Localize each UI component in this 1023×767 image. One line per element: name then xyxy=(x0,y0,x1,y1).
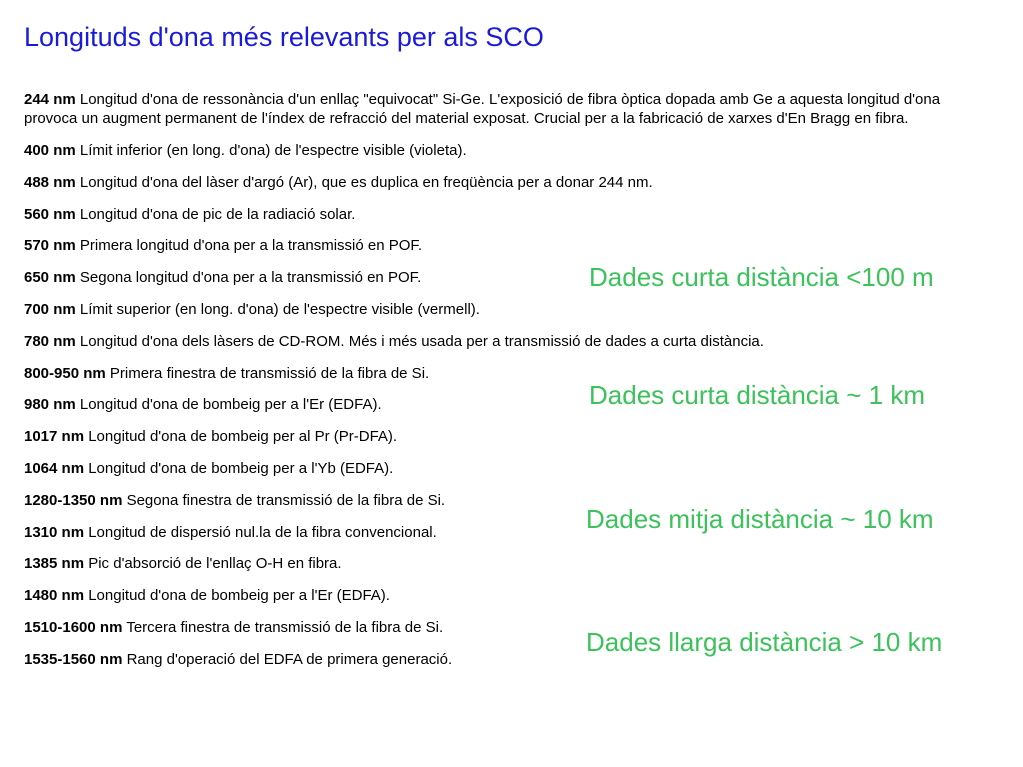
page-title: Longituds d'ona més relevants per als SCO xyxy=(24,22,544,52)
note-short-distance-100m: Dades curta distància <100 m xyxy=(589,262,934,292)
wavelength-value: 800-950 nm xyxy=(24,364,106,382)
wavelength-description: Rang d'operació del EDFA de primera generació. xyxy=(126,650,453,668)
note-medium-distance-10km: Dades mitja distància ~ 10 km xyxy=(586,504,934,534)
wavelength-value: 650 nm xyxy=(24,269,76,287)
wavelength-description: Longitud de dispersió nul.la de la fibra convencional. xyxy=(88,523,437,541)
list-item xyxy=(24,90,954,128)
wavelength-description: Tercera finestra de transmissió de la fibra de Si. xyxy=(126,618,444,636)
wavelength-description: Primera finestra de transmissió de la fibra de Si. xyxy=(109,364,430,382)
list-item xyxy=(24,236,954,255)
wavelength-value: 560 nm xyxy=(24,205,76,223)
wavelength-description: Longitud d'ona de bombeig per a l'Er (EDFA). xyxy=(88,587,390,605)
wavelength-value: 1480 nm xyxy=(24,587,85,605)
wavelength-description: Primera longitud d'ona per a la transmissió en POF. xyxy=(79,237,423,255)
wavelength-value: 1510-1600 nm xyxy=(24,618,123,636)
wavelength-description: Longitud d'ona de bombeig per a l'Er (EDFA). xyxy=(79,396,382,414)
list-item xyxy=(24,459,954,478)
list-item xyxy=(24,332,954,351)
list-item xyxy=(24,300,954,319)
wavelength-value: 1017 nm xyxy=(24,428,85,446)
wavelength-description: Límit superior (en long. d'ona) de l'espectre visible (vermell). xyxy=(79,300,480,318)
note-long-distance-over-10km: Dades llarga distància > 10 km xyxy=(586,627,943,657)
wavelength-value: 1310 nm xyxy=(24,523,85,541)
wavelength-value: 1280-1350 nm xyxy=(24,491,123,509)
wavelength-description: Límit inferior (en long. d'ona) de l'espectre visible (violeta). xyxy=(79,142,467,159)
wavelength-description: Segona finestra de transmissió de la fibra de Si. xyxy=(126,491,446,509)
wavelength-description: Longitud d'ona de bombeig per al Pr (Pr-DFA). xyxy=(88,428,398,446)
list-item xyxy=(24,173,954,192)
wavelength-value: 1385 nm xyxy=(24,555,85,573)
wavelength-description: Pic d'absorció de l'enllaç O-H en fibra. xyxy=(88,555,342,573)
wavelength-description: Longitud d'ona de pic de la radiació solar. xyxy=(79,205,356,223)
wavelength-description: Segona longitud d'ona per a la transmissió en POF. xyxy=(79,269,422,287)
wavelength-value: 570 nm xyxy=(24,237,76,255)
wavelength-value: 980 nm xyxy=(24,396,76,414)
wavelength-description: Longitud d'ona del làser d'argó (Ar), que es duplica en freqüència per a donar 244 nm. xyxy=(79,173,653,191)
wavelength-description: Longitud d'ona dels làsers de CD-ROM. Més i més usada per a transmissió de dades a curta distància. xyxy=(79,332,764,350)
wavelength-description: Longitud d'ona de ressonància d'un enllaç "equivocat" Si-Ge. L'exposició de fibra òptica dopada amb Ge a aquesta longitud d'ona provoca un augment permanent de l'índex de refracció del material exposat. Crucial per a la fabricació de xarxes d'En Bragg en fibra. xyxy=(24,91,941,127)
wavelength-value: 700 nm xyxy=(24,300,76,318)
note-short-distance-1km: Dades curta distància ~ 1 km xyxy=(589,380,925,410)
list-item xyxy=(24,554,954,573)
wavelength-description: Longitud d'ona de bombeig per a l'Yb (EDFA). xyxy=(88,459,394,477)
list-item xyxy=(24,427,954,446)
wavelength-value: 400 nm xyxy=(24,142,76,159)
list-item xyxy=(24,205,954,224)
wavelength-value: 780 nm xyxy=(24,332,76,350)
wavelength-value: 1535-1560 nm xyxy=(24,650,123,668)
wavelength-value: 488 nm xyxy=(24,173,76,191)
wavelength-value: 244 nm xyxy=(24,91,76,108)
list-item xyxy=(24,141,954,160)
wavelength-value: 1064 nm xyxy=(24,459,85,477)
list-item xyxy=(24,586,954,605)
